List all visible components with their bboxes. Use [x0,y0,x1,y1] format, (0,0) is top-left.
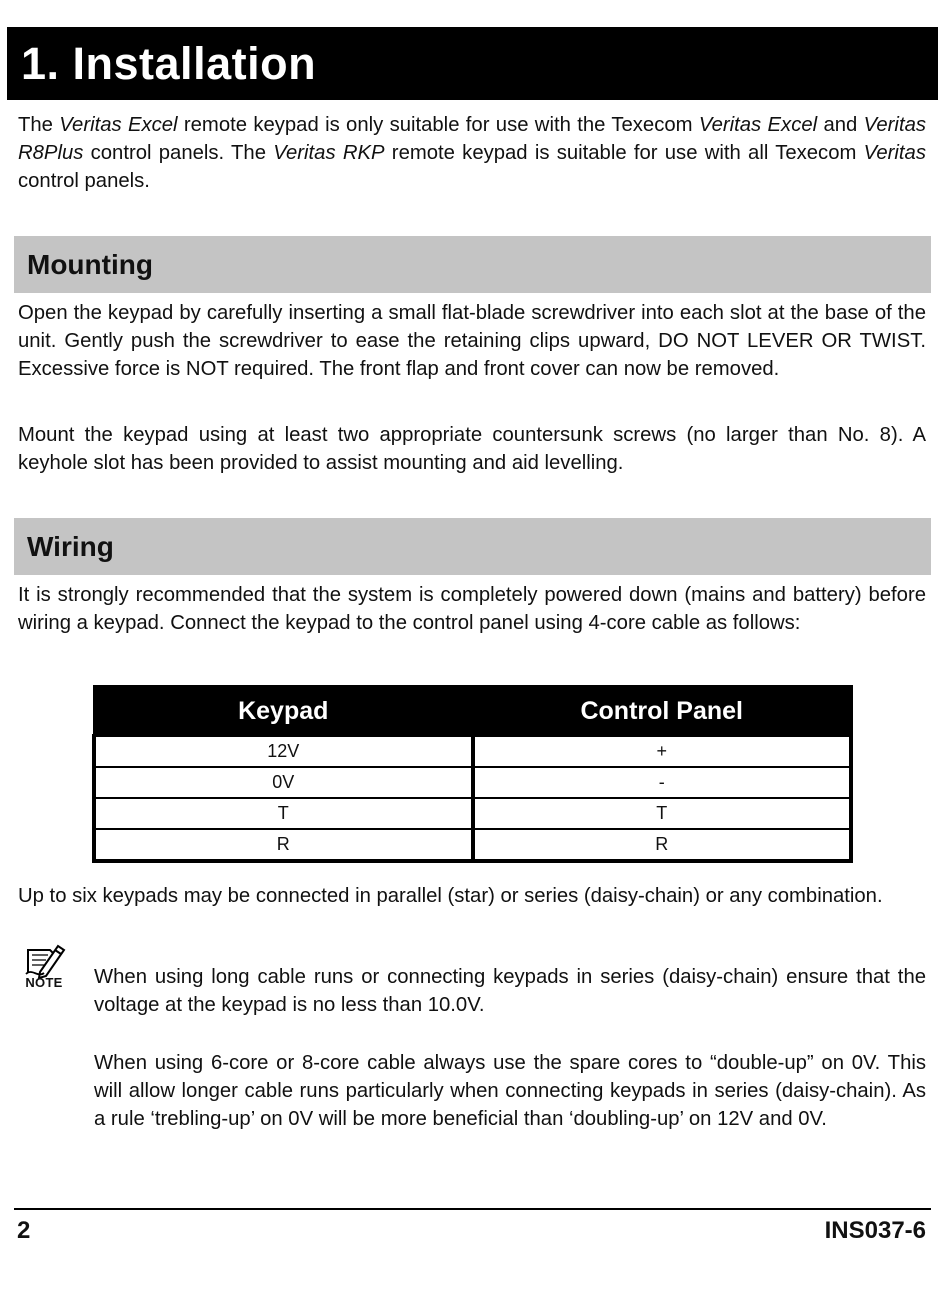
page-title: 1. Installation [7,27,938,100]
table-cell: 12V [94,736,473,768]
mounting-paragraph-2: Mount the keypad using at least two appropriate countersunk screws (no larger than No. 8). A keyhole slot has been provided to assist mounting and aid levelling. [18,424,926,474]
note-paragraph-1: When using long cable runs or connecting keypads in series (daisy-chain) ensure that the voltage at the keypad is no less than 10.0V. [94,966,926,1016]
page-number: 2 [17,1217,31,1244]
table-cell: R [94,829,473,861]
mounting-heading: Mounting [14,236,931,293]
table-row [94,767,851,798]
table-cell: + [473,736,852,768]
table-row [94,829,851,861]
table-cell: 0V [94,767,473,798]
table-cell: T [473,798,852,829]
wiring-table [92,685,853,863]
table-row [94,798,851,829]
table-cell: - [473,767,852,798]
table-cell: R [473,829,852,861]
column-header-control-panel: Control Panel [473,687,852,736]
wiring-paragraph-1: It is strongly recommended that the system is completely powered down (mains and battery) before wiring a keypad. Connect the keypad to the control panel using 4-core cable as follows: [18,584,926,634]
intro-paragraph: The Veritas Excel remote keypad is only suitable for use with the Texecom Veritas Excel and Veritas R8Plus control panels. The Veritas RKP remote keypad is suitable for use with all Texecom Veritas control panels. [18,114,926,192]
table-row [94,736,851,768]
wiring-heading: Wiring [14,518,931,575]
wiring-paragraph-2: Up to six keypads may be connected in parallel (star) or series (daisy-chain) or any combination. [18,885,883,907]
note-paragraph-2: When using 6-core or 8-core cable always use the spare cores to “double-up” on 0V. This will allow longer cable runs particularly when connecting keypads in series (daisy-chain). As a rule ‘trebling-up’ on 0V will be more beneficial than ‘doubling-up’ on 12V and 0V. [94,1052,926,1130]
note-label: NOTE [25,975,63,990]
table-cell: T [94,798,473,829]
table-header-row [94,687,851,736]
document-code: INS037-6 [824,1217,926,1244]
column-header-keypad: Keypad [94,687,473,736]
footer-divider [14,1208,931,1210]
mounting-paragraph-1: Open the keypad by carefully inserting a small flat-blade screwdriver into each slot at the base of the unit. Gently push the screwdriver to ease the retaining clips upward, DO NOT LEVER OR TWIST. Excessive force is NOT required. The front flap and front cover can now be removed. [18,302,926,380]
